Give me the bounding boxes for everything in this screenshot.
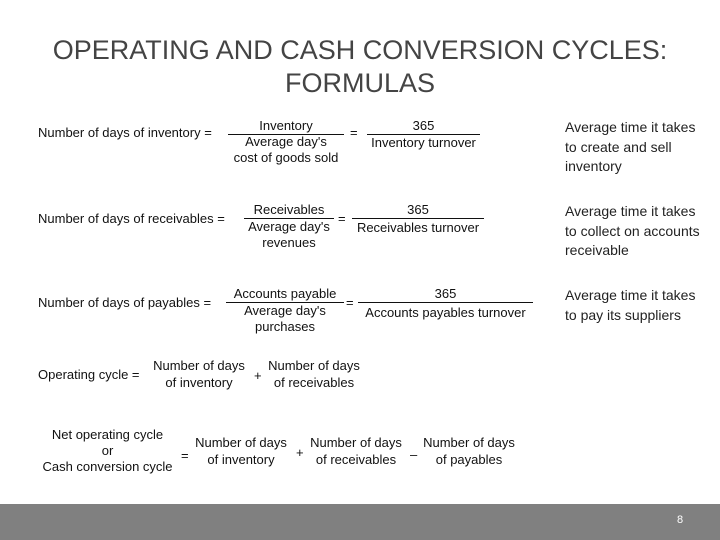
receivables-365: 365 [407, 202, 429, 217]
title-line-1: OPERATING AND CASH CONVERSION CYCLES: [52, 35, 668, 65]
operating-term2-line2: of receivables [273, 375, 355, 390]
title-line-2: FORMULAS [284, 68, 436, 98]
receivables-label: Number of days of receivables = [38, 211, 225, 226]
cash-term2-line2: of receivables [315, 452, 397, 467]
receivables-equals: = [338, 211, 346, 226]
cash-term3-line2: of payables [435, 452, 503, 467]
slide-title [20, 34, 700, 100]
inventory-label: Number of days of inventory = [38, 125, 212, 140]
payables-equals: = [346, 295, 354, 310]
cash-label-line2: or [101, 443, 114, 458]
operating-plus: + [254, 368, 262, 383]
receivables-denominator-line2: revenues [262, 235, 316, 250]
inventory-denominator-line2: cost of goods sold [233, 150, 339, 165]
receivables-description: Average time it takes to collect on accounts receivable [565, 203, 700, 258]
operating-cycle-label: Operating cycle = [38, 367, 140, 382]
payables-denominator-line2: purchases [255, 319, 315, 334]
operating-term1-line2: of inventory [165, 375, 233, 390]
receivables-numerator: Receivables [253, 202, 325, 217]
payables-numerator: Accounts payable [233, 286, 337, 301]
cash-term2-line1: Number of days [310, 435, 402, 450]
inventory-denominator-line1: Average day's [245, 134, 327, 149]
receivables-turnover-bar [352, 218, 484, 219]
payables-turnover: Accounts payables turnover [365, 305, 526, 320]
inventory-turnover: Inventory turnover [371, 135, 476, 150]
cash-term1-line2: of inventory [207, 452, 275, 467]
inventory-numerator: Inventory [259, 118, 313, 133]
cash-minus: – [410, 447, 418, 462]
payables-label: Number of days of payables = [38, 295, 212, 310]
footer-bar [0, 504, 720, 540]
payables-description: Average time it takes to pay its suppliers [565, 287, 696, 323]
operating-term2-line1: Number of days [268, 358, 360, 373]
receivables-turnover: Receivables turnover [356, 220, 480, 235]
cash-term3-line1: Number of days [423, 435, 515, 450]
receivables-denominator-line1: Average day's [248, 219, 330, 234]
cash-term1-line1: Number of days [195, 435, 287, 450]
cash-equals: = [181, 448, 189, 463]
payables-denominator-line1: Average day's [244, 303, 326, 318]
payables-365: 365 [434, 286, 457, 301]
inventory-description: Average time it takes to create and sell inventory [565, 119, 696, 174]
payables-turnover-bar [358, 302, 533, 303]
cash-plus: + [296, 445, 304, 460]
operating-term1-line1: Number of days [153, 358, 245, 373]
cash-label-line3: Cash conversion cycle [42, 459, 173, 474]
page-number: 8 [676, 514, 684, 526]
inventory-equals: = [350, 125, 358, 140]
cash-label-line1: Net operating cycle [51, 427, 164, 442]
inventory-365: 365 [412, 118, 435, 133]
